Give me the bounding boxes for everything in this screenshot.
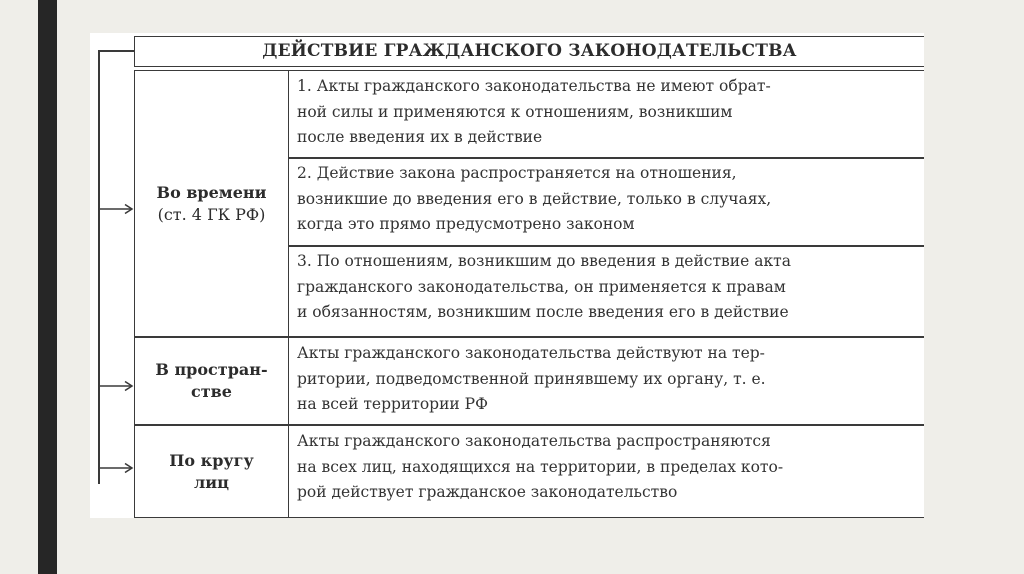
rule-cell-time-2 xyxy=(289,157,924,247)
text-line: когда это прямо предусмотрено законом xyxy=(297,215,635,233)
text-line: рой действует гражданское законодательство xyxy=(297,483,678,501)
category-title-line: По кругу xyxy=(169,450,254,470)
category-title-line: В простран- xyxy=(155,360,268,379)
text-line: ной силы и применяются к отношениям, возникшим xyxy=(297,102,733,121)
text-line: 2. Действие закона распространяется на отношения, xyxy=(297,164,737,182)
text-line: гражданского законодательства, он применяется к правам xyxy=(297,277,786,296)
text-line: и обязанностям, возникшим после введения его в действие xyxy=(297,303,789,321)
category-persons xyxy=(134,425,289,518)
rule-cell-time-1 xyxy=(289,70,924,159)
text-line: возникшие до введения его в действие, только в случаях, xyxy=(297,189,772,208)
category-reference: (ст. 4 ГК РФ) xyxy=(157,204,266,224)
text-line: 1. Акты гражданского законодательства не имеют обрат- xyxy=(297,77,771,95)
text-line: на всех лиц, находящихся на территории, в пределах кото- xyxy=(297,457,784,476)
connector-top-line xyxy=(98,50,134,52)
category-time xyxy=(134,70,289,337)
text-line: после введения их в действие xyxy=(297,128,543,146)
arrow-right-icon xyxy=(99,380,134,392)
category-title-line: стве xyxy=(191,382,232,401)
connector-vertical-line xyxy=(98,50,100,484)
table-title: ДЕЙСТВИЕ ГРАЖДАНСКОГО ЗАКОНОДАТЕЛЬСТВА xyxy=(134,36,924,67)
arrow-right-icon xyxy=(99,203,134,215)
text-line: ритории, подведомственной принявшему их органу, т. е. xyxy=(297,369,766,388)
document-image xyxy=(90,33,924,518)
slide-left-bar xyxy=(38,0,57,574)
arrow-right-icon xyxy=(99,462,134,474)
category-title: Во времени xyxy=(156,182,267,202)
text-line: Акты гражданского законодательства действуют на тер- xyxy=(297,344,765,362)
rule-cell-persons xyxy=(289,425,924,518)
text-line: 3. По отношениям, возникшим до введения в действие акта xyxy=(297,252,791,270)
rule-cell-space xyxy=(289,337,924,425)
text-line: Акты гражданского законодательства распространяются xyxy=(297,432,771,450)
category-space xyxy=(134,337,289,425)
rule-cell-time-3 xyxy=(289,245,924,337)
category-title-line: лиц xyxy=(194,472,229,492)
text-line: на всей территории РФ xyxy=(297,395,488,413)
